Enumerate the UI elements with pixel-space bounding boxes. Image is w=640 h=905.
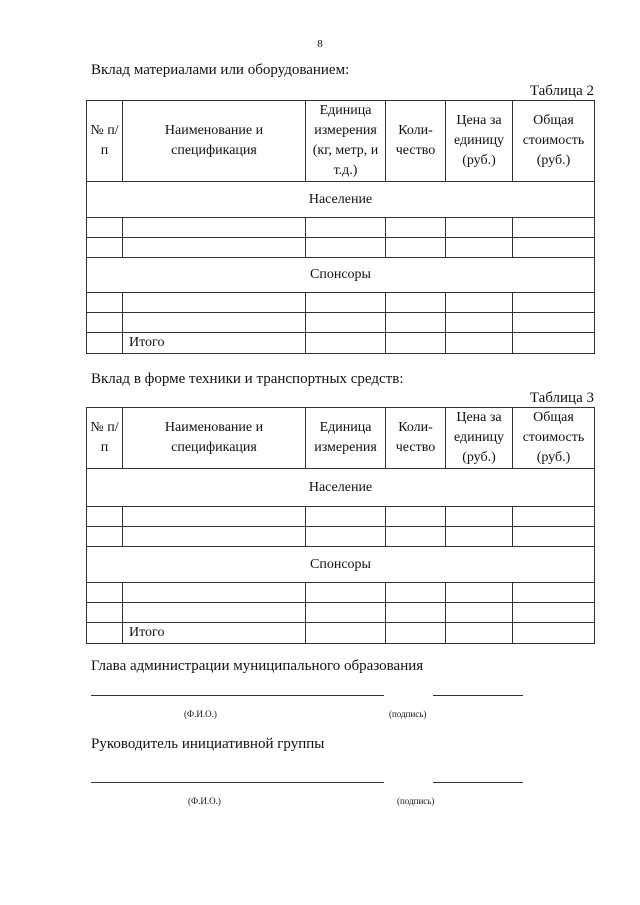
leader-fio-caption: (Ф.И.О.) [188, 796, 221, 806]
total-row [87, 623, 595, 644]
table3-header-row [87, 408, 595, 469]
total-row [87, 333, 595, 354]
header-unit: Единица измерения [306, 408, 386, 469]
header-num: № п/п [87, 408, 123, 469]
table-row [87, 313, 595, 333]
table-row [87, 603, 595, 623]
header-total: Общая стоимость (руб.) [513, 408, 595, 469]
page-number: 8 [317, 38, 323, 50]
table-row [87, 238, 595, 258]
total-label: Итого [123, 623, 306, 644]
header-price: Цена за единицу (руб.) [446, 101, 513, 182]
head-signature-line[interactable] [433, 695, 523, 696]
head-signature-caption: (подпись) [389, 709, 427, 719]
header-num: № п/п [87, 101, 123, 182]
table-row [87, 527, 595, 547]
table-row [87, 293, 595, 313]
table-row [87, 507, 595, 527]
table2-label: Таблица 2 [529, 83, 594, 99]
leader-signature-caption: (подпись) [397, 796, 435, 806]
table2-header-row [87, 101, 595, 182]
header-unit: Единица измерения (кг, метр, и т.д.) [306, 101, 386, 182]
table2-heading: Вклад материалами или оборудованием: [91, 62, 350, 78]
section-population: Население [87, 182, 595, 218]
header-qty: Коли-чество [386, 408, 446, 469]
head-fio-caption: (Ф.И.О.) [184, 709, 217, 719]
section-sponsors: Спонсоры [87, 547, 595, 583]
header-total: Общая стоимость (руб.) [513, 101, 595, 182]
section-sponsors: Спонсоры [87, 258, 595, 293]
header-qty: Коли-чество [386, 101, 446, 182]
head-fio-line[interactable] [91, 695, 384, 696]
table-row [87, 583, 595, 603]
table3-heading: Вклад в форме техники и транспортных средств: [91, 371, 404, 387]
total-label: Итого [123, 333, 306, 354]
header-name: Наименование и спецификация [123, 101, 306, 182]
header-name: Наименование и спецификация [123, 408, 306, 469]
header-price: Цена за единицу (руб.) [446, 408, 513, 469]
head-title: Глава администрации муниципального образования [91, 658, 424, 674]
table-row [87, 218, 595, 238]
table3-label: Таблица 3 [529, 390, 594, 406]
section-population: Население [87, 469, 595, 507]
table3 [86, 407, 595, 644]
table2 [86, 100, 595, 354]
leader-title: Руководитель инициативной группы [91, 736, 325, 752]
leader-signature-line[interactable] [433, 782, 523, 783]
leader-fio-line[interactable] [91, 782, 384, 783]
